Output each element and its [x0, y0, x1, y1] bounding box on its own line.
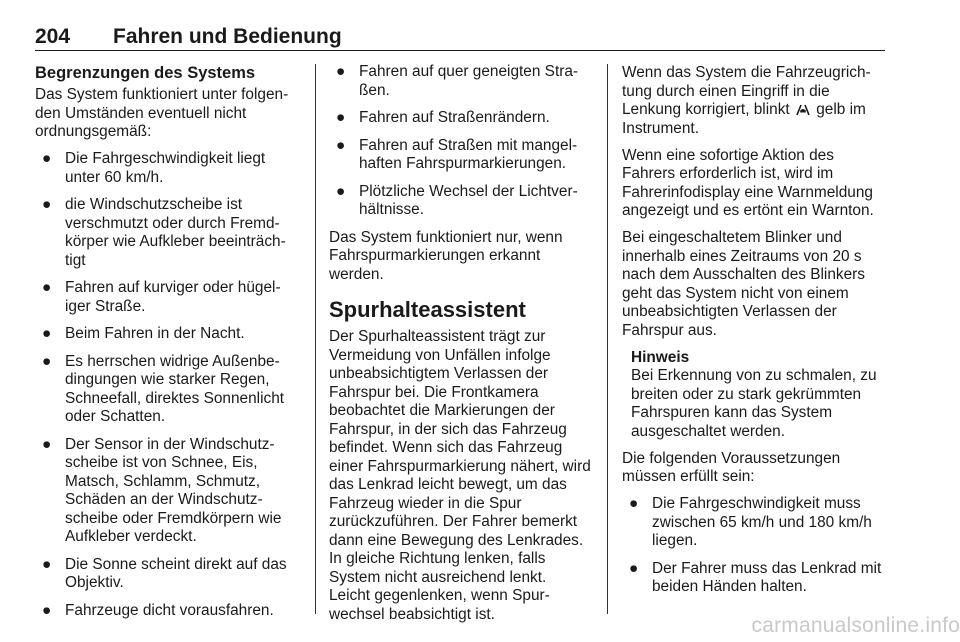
bullet-icon: ● [336, 63, 346, 80]
list-item: ● Die Fahrgeschwindigkeit liegt unter 60 km/h. [42, 150, 266, 186]
paragraph: Bei eingeschaltetem Blinker und innerhalb eines Zeitraums von 20 s nach dem Ausschalten des Blinkers geht das System nicht von einem unbeabsichtigten Verlassen der Fahrspur aus. [622, 229, 865, 339]
bullet-icon: ● [42, 435, 52, 453]
list-item: ● Fahren auf Straßenrändern. [336, 109, 550, 126]
paragraph: Wenn eine sofortige Aktion des Fahrers erforderlich ist, wird im Fahrerinfodisplay eine Warnmeldung angezeigt und es ertönt ein Warnton. [622, 146, 874, 219]
list-item: ● Der Sensor in der Windschutz-scheibe ist von Schnee, Eis, Matsch, Schlamm, Schmutz, Schäden an der Windschutz-scheibe oder Fremdkörpern wie Aufkleber verdeckt. [42, 435, 282, 545]
bullet-icon: ● [336, 109, 346, 126]
note-title: Hinweis [631, 348, 690, 366]
paragraph: Das System funktioniert unter folgen-den Umständen eventuell nicht ordnungsgemäß: [35, 86, 289, 140]
watermark: carmanualsonline.info [751, 614, 960, 637]
bullet-icon: ● [336, 182, 346, 200]
bullet-icon: ● [42, 150, 52, 167]
list-item: ● Plötzliche Wechsel der Lichtver-hältnisse. [336, 182, 578, 218]
bullet-icon: ● [42, 555, 52, 573]
list-item: ● Es herrschen widrige Außenbe-dingungen wie starker Regen, Schneefall, direktes Sonnenlicht oder Schatten. [42, 352, 285, 425]
paragraph: Das System funktioniert nur, wenn Fahrspurmarkierungen erkannt werden. [329, 228, 563, 283]
list-item: ● die Windschutzscheibe ist verschmutzt oder durch Fremd-körper wie Aufkleber beeinträch-tigt [42, 196, 286, 269]
note-text: Bei Erkennung von zu schmalen, zu breiten oder zu stark gekrümmten Fahrspuren kann das System ausgeschaltet werden. [631, 367, 877, 440]
bullet-icon: ● [42, 196, 52, 213]
page-header [35, 22, 885, 51]
paragraph: Die folgenden Voraussetzungen müssen erfüllt sein: [622, 449, 841, 485]
section-title-lane-keep: Spurhalteassistent [329, 297, 526, 322]
list-item: ● Fahren auf Straßen mit mangel-haften Fahrspurmarkierungen. [336, 136, 578, 172]
list-item: ● Beim Fahren in der Nacht. [42, 325, 245, 342]
paragraph: Der Spurhalteassistent trägt zur Vermeidung von Unfällen infolge unbeabsichtigtem Verlassen der Fahrspur bei. Die Frontkamera beobachtet die Markierungen der Fahrspur, in der sich das Fahrzeug befindet. Wenn sich das Fahrzeug einer Fahrspurmarkierung nähert, wird das Lenkrad leicht bewegt, um das Fahrzeug wieder in die Spur zurückzuführen. Der Fahrer bemerkt dann eine Bewegung des Lenkrades. In gleiche Richtung lenken, falls System nicht ausreichend lenkt. Leicht gegenlenken, wenn Spur-wechsel beabsichtigt ist. [329, 328, 591, 623]
bullet-icon: ● [42, 325, 52, 342]
bullet-list [622, 495, 888, 597]
bullet-icon: ● [42, 601, 52, 619]
list-item: ● Fahren auf quer geneigten Stra-ßen. [336, 63, 579, 99]
list-item: ● Der Fahrer muss das Lenkrad mit beiden Händen halten. [629, 559, 882, 595]
list-item: ● Die Fahrgeschwindigkeit muss zwischen 65 km/h und 180 km/h liegen. [629, 495, 872, 549]
list-item: ● Fahren auf kurviger oder hügel-iger Straße. [42, 279, 281, 315]
bullet-icon: ● [629, 495, 639, 512]
bullet-list [35, 150, 303, 620]
column-divider [607, 64, 608, 614]
running-title: Fahren und Bedienung [113, 25, 342, 48]
list-item: ● Fahrzeuge dicht vorausfahren. [42, 601, 274, 619]
page-number: 204 [35, 25, 71, 48]
column-2 [329, 64, 591, 633]
column-3 [622, 64, 888, 606]
lane-keep-assist-icon [794, 102, 812, 116]
bullet-icon: ● [336, 136, 346, 154]
bullet-icon: ● [42, 352, 52, 370]
note-box [622, 349, 888, 442]
column-divider [315, 64, 316, 614]
list-item: ● Die Sonne scheint direkt auf das Objektiv. [42, 555, 287, 591]
bullet-list [329, 63, 591, 220]
bullet-icon: ● [42, 279, 52, 296]
section-heading-limits: Begrenzungen des Systems [35, 64, 256, 82]
bullet-icon: ● [629, 559, 639, 577]
paragraph: Wenn das System die Fahrzeugrich-tung durch einen Eingriff in die Lenkung korrigiert, blinkt gelb im Instrument. [622, 64, 871, 137]
column-1 [35, 64, 303, 629]
